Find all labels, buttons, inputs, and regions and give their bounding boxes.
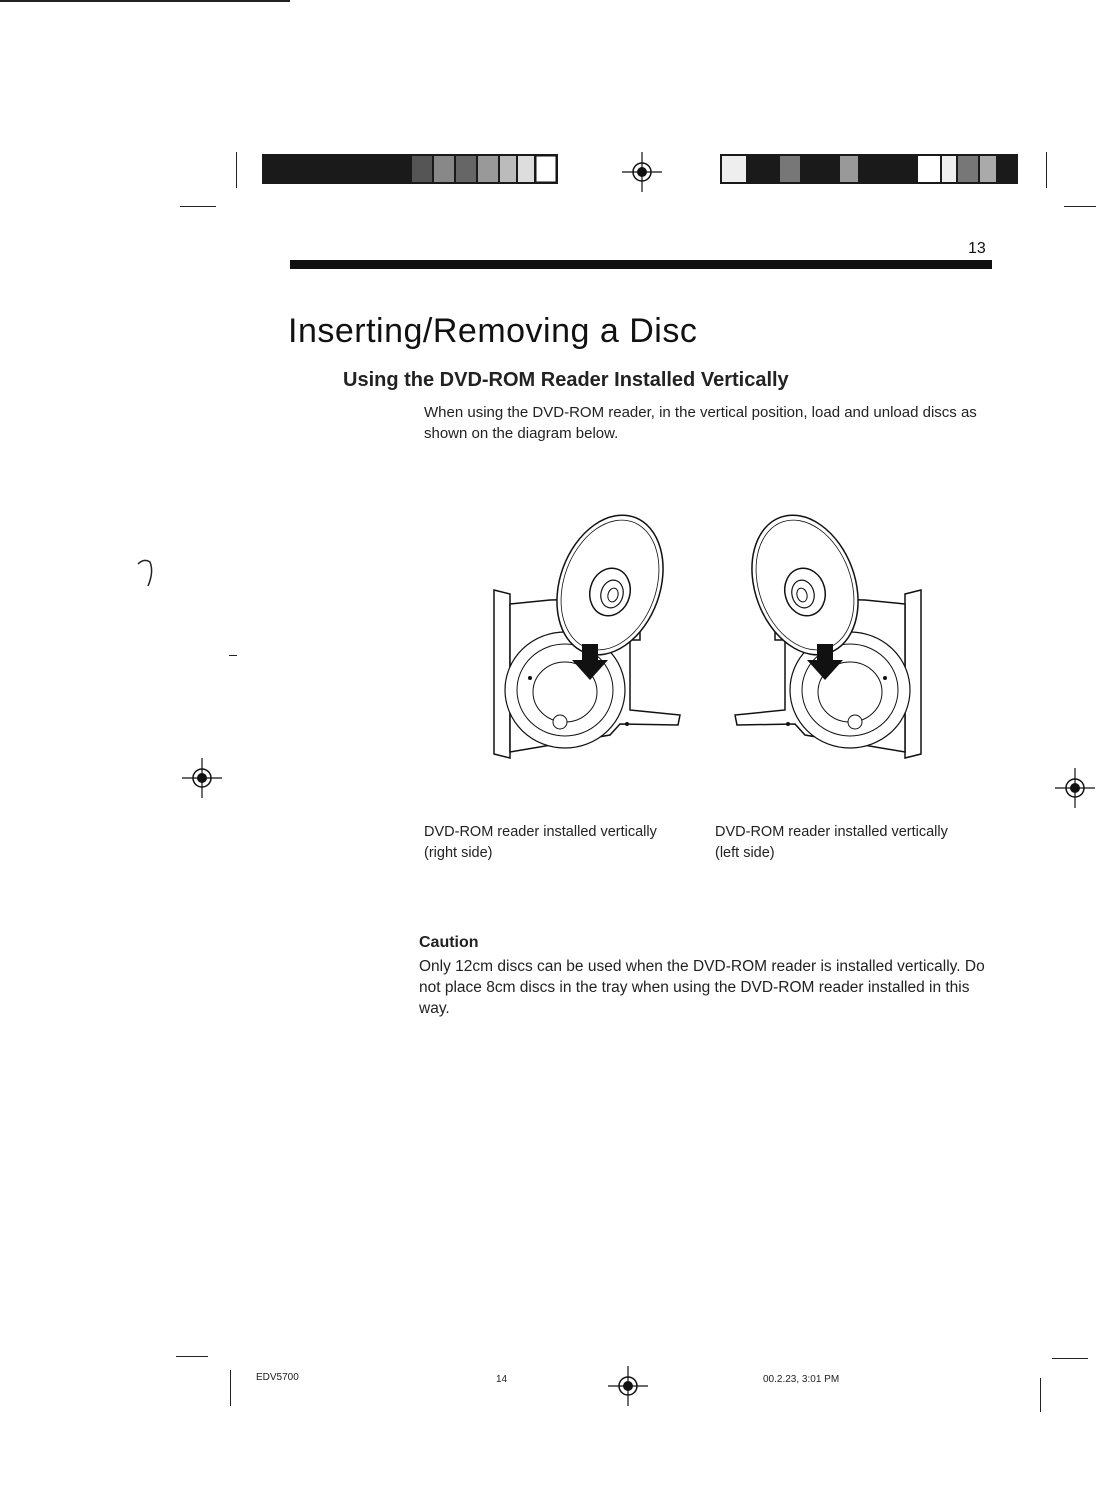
crop-mark-top-left-horizontal	[180, 206, 216, 207]
footer-page: 14	[496, 1374, 508, 1385]
page-number: 13	[968, 240, 986, 257]
crop-mark-bottom-left-vertical	[230, 1370, 231, 1406]
margin-mark	[136, 556, 156, 590]
caption-line: DVD-ROM reader installed vertically	[715, 824, 948, 840]
registration-mark-icon	[180, 756, 224, 800]
registration-mark-icon	[620, 150, 664, 194]
color-bar-left	[262, 154, 558, 184]
crop-mark-top-right-vertical	[1046, 152, 1047, 188]
crop-mark-top-left-vertical	[236, 152, 237, 188]
registration-mark-icon	[1053, 766, 1097, 810]
figure-caption-left-side	[715, 822, 1005, 864]
margin-dash	[229, 655, 237, 656]
caution-text: Only 12cm discs can be used when the DVD-ROM reader is installed vertically. Do not place 8cm discs in the tray when using the DVD-ROM reader installed in this way.	[419, 958, 985, 1017]
figure-drive-left-side	[730, 510, 925, 760]
header-rule	[290, 260, 992, 269]
crop-mark-bottom-right-horizontal	[1052, 1358, 1088, 1359]
figure-drive-right-side	[490, 510, 685, 760]
intro-paragraph: When using the DVD-ROM reader, in the vertical position, load and unload discs as shown on the diagram below.	[424, 404, 977, 442]
figure-caption-right-side	[424, 822, 704, 864]
footer-doc-id: EDV5700	[256, 1372, 299, 1383]
crop-mark-bottom-left-horizontal	[176, 1356, 208, 1357]
footer-timestamp: 00.2.23, 3:01 PM	[763, 1374, 840, 1385]
caption-line: DVD-ROM reader installed vertically	[424, 824, 657, 840]
crop-mark-bottom-right-vertical	[1040, 1378, 1041, 1412]
caption-line: (left side)	[715, 845, 775, 861]
color-bar-right	[720, 154, 1018, 184]
page-title: Inserting/Removing a Disc	[288, 312, 698, 350]
top-edge-line	[0, 0, 290, 2]
caption-line: (right side)	[424, 845, 493, 861]
crop-mark-top-right-horizontal	[1064, 206, 1096, 207]
section-subtitle: Using the DVD-ROM Reader Installed Vertically	[343, 369, 789, 391]
registration-mark-icon	[606, 1364, 650, 1408]
caution-heading: Caution	[419, 934, 479, 951]
